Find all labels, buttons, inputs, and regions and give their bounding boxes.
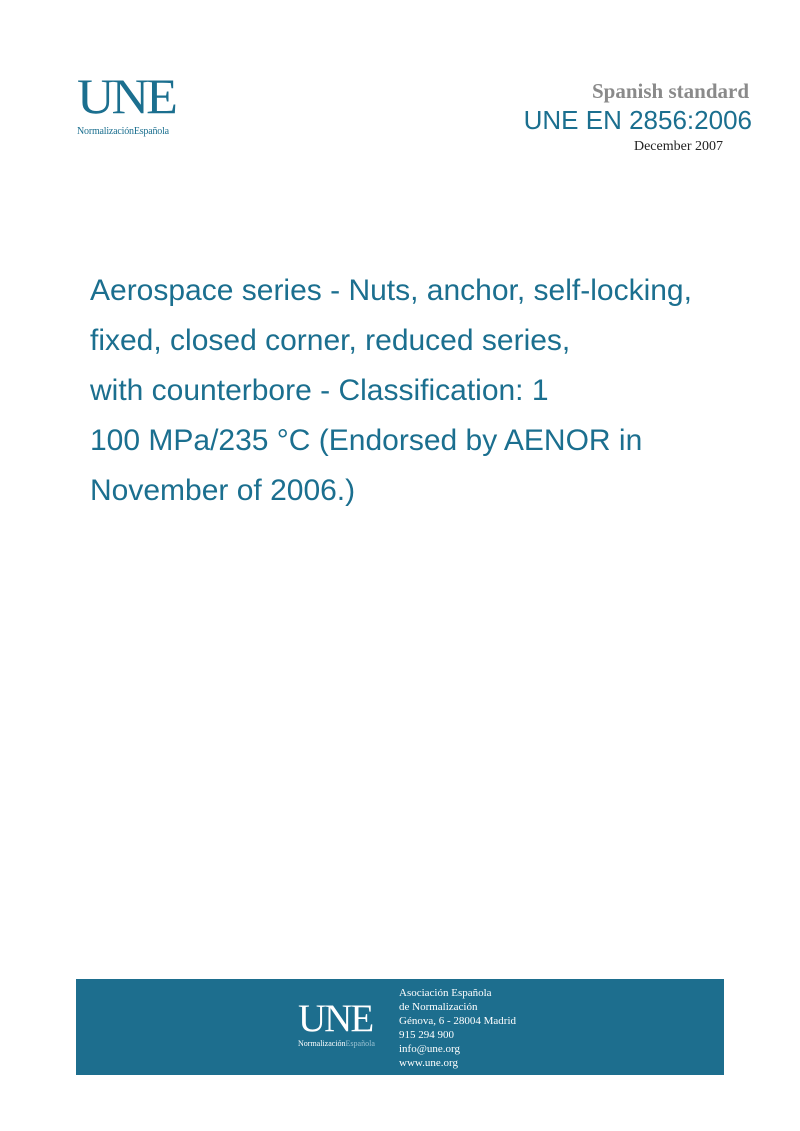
address-line: Génova, 6 - 28004 Madrid xyxy=(399,1015,517,1027)
document-title xyxy=(90,266,770,516)
title-line: November of 2006.) xyxy=(90,474,356,507)
phone-line: 915 294 900 xyxy=(399,1029,454,1041)
une-logo-mark: UNE xyxy=(77,70,175,125)
une-logo-subtitle xyxy=(77,126,197,137)
footer-logo-subtitle xyxy=(298,1039,375,1048)
title-line: Aerospace series - Nuts, anchor, self-locking, xyxy=(90,274,692,307)
org-name-line: Asociación Española xyxy=(399,987,492,999)
footer-contact xyxy=(399,986,516,1070)
email-link[interactable]: info@une.org xyxy=(399,1043,460,1055)
title-line: 100 MPa/235 °C (Endorsed by AENOR in xyxy=(90,424,643,457)
une-logo xyxy=(77,70,197,137)
logo-sub-accent: Española xyxy=(133,126,169,137)
footer-logo-sub-accent: Española xyxy=(345,1039,375,1048)
footer-banner xyxy=(76,979,724,1075)
standard-date: December 2007 xyxy=(633,139,723,154)
website-link[interactable]: www.une.org xyxy=(399,1057,458,1069)
standard-kind: Spanish standard xyxy=(592,79,749,103)
org-name-line: de Normalización xyxy=(399,1001,478,1013)
footer-logo-sub-main: Normalización xyxy=(298,1039,346,1048)
logo-sub-main: Normalización xyxy=(77,126,134,137)
standard-code: UNE EN 2856:2006 xyxy=(523,105,752,135)
footer-logo xyxy=(298,997,375,1048)
footer-logo-mark: UNE xyxy=(298,997,373,1040)
title-line: with counterbore - Classification: 1 xyxy=(90,374,549,407)
standard-header xyxy=(524,78,752,158)
title-line: fixed, closed corner, reduced series, xyxy=(90,324,571,357)
